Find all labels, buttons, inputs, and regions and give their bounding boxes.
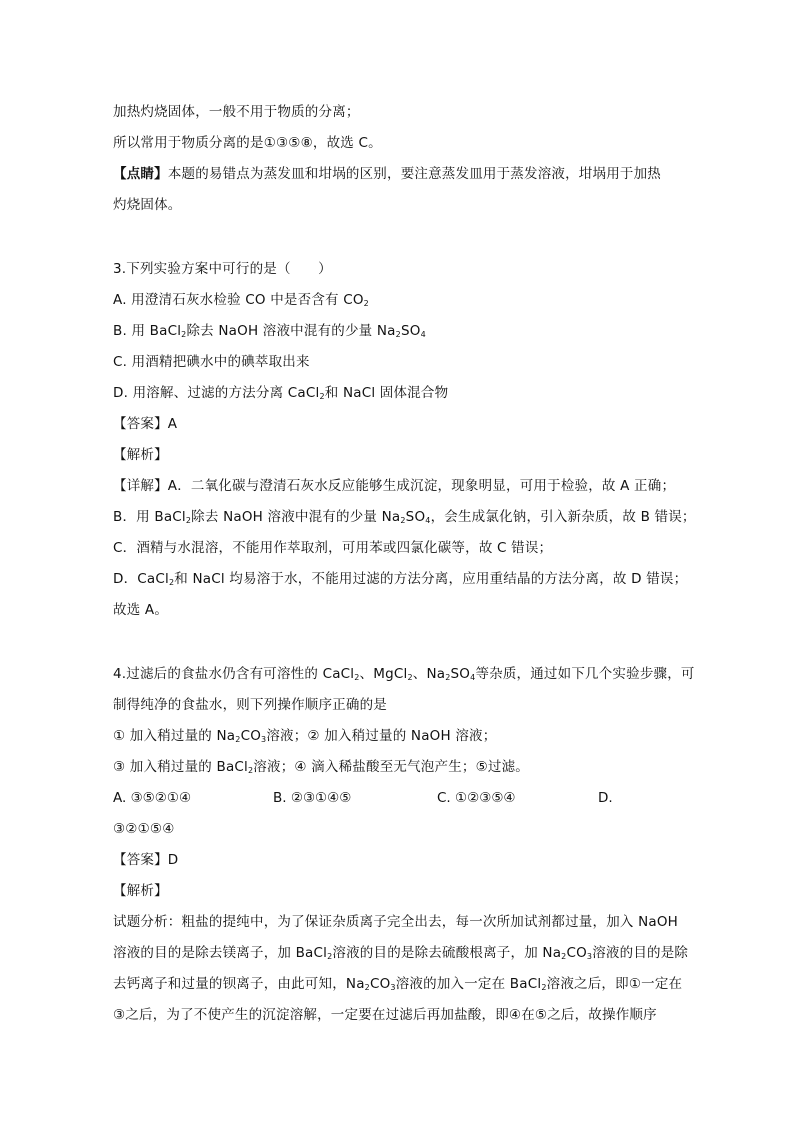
q3-option-c: C. 用酒精把碘水中的碘萃取出来 [113, 354, 310, 370]
q3-answer: 【答案】A [113, 416, 178, 432]
q3-option-a: A. 用澄清石灰水检验 CO 中是否含有 $CO_2$ [113, 292, 369, 308]
q4-para-1: 试题分析：粗盐的提纯中，为了保证杂质离子完全出去，每一次所加试剂都过量，加入 NaOH [113, 914, 679, 930]
q3-detail-b: B．用 BaCl$_2$除去 NaOH 溶液中混有的少量 $Na_2SO_4$，会生成氯化钠，引入新杂质，故 B 错误； [113, 509, 696, 525]
prev-line-1: 加热灼烧固体，一般不用于物质的分离； [113, 104, 360, 120]
q4-stem-line-2: 制得纯净的食盐水，则下列操作顺序正确的是 [113, 697, 387, 713]
dianjing-tag: 【点睛】 [113, 166, 168, 182]
dianjing-line-1: 【点睛】本题的易错点为蒸发皿和坩埚的区别，要注意蒸发皿用于蒸发溶液，坩埚用于加热 [113, 166, 662, 182]
q4-step-line-2: ③ 加入稍过量的 BaCl$_2$溶液；④ 滴入稀盐酸至无气泡产生；⑤过滤。 [113, 759, 529, 775]
q3-option-b: B. 用 BaCl$_2$除去 NaOH 溶液中混有的少量 $Na_2SO_4$ [113, 323, 426, 339]
q4-stem-line-1: 4.过滤后的食盐水仍含有可溶性的 CaCl$_2$、MgCl$_2$、$Na_2SO_4$等杂质，通过如下几个实验步骤，可 [113, 666, 695, 682]
q3-detail-d: D．CaCl$_2$和 NaCl 均易溶于水，不能用过滤的方法分离，应用重结晶的方法分离，故 D 错误； [113, 571, 688, 587]
q4-analysis-label: 【解析】 [113, 883, 168, 899]
q4-option-a: A. ③⑤②①④ [113, 790, 192, 806]
q4-option-d-label: D. [598, 790, 613, 806]
q4-step-line-1: ① 加入稍过量的 $Na_2CO_3$溶液；② 加入稍过量的 NaOH 溶液； [113, 728, 497, 744]
q3-conclusion: 故选 A。 [113, 602, 169, 618]
q4-option-c: C. ①②③⑤④ [437, 790, 516, 806]
q3-detail-c: C．酒精与水混溶，不能用作萃取剂，可用苯或四氯化碳等，故 C 错误； [113, 540, 553, 556]
q4-para-3: 去钙离子和过量的钡离子，由此可知，$Na_2CO_3$溶液的加入一定在 BaCl$_2$溶液之后，即①一定在 [113, 976, 683, 992]
q4-option-b: B. ②③①④⑤ [273, 790, 352, 806]
prev-line-2: 所以常用于物质分离的是①③⑤⑧，故选 C。 [113, 135, 382, 151]
q4-answer: 【答案】D [113, 852, 179, 868]
q4-para-4: ③之后，为了不使产生的沉淀溶解，一定要在过滤后再加盐酸，即④在⑤之后，故操作顺序 [113, 1007, 657, 1023]
q3-detail-a: 【详解】A．二氧化碳与澄清石灰水反应能够生成沉淀，现象明显，可用于检验，故 A 正确； [113, 478, 676, 494]
q3-analysis-label: 【解析】 [113, 447, 168, 463]
q3-stem: 3.下列实验方案中可行的是（ ） [113, 261, 332, 277]
q4-para-2: 溶液的目的是除去镁离子，加 BaCl$_2$溶液的目的是除去硫酸根离子，加 $Na_2CO_3$溶液的目的是除 [113, 945, 689, 961]
q4-option-d-value: ③②①⑤④ [113, 821, 175, 837]
dianjing-line-2: 灼烧固体。 [113, 197, 182, 213]
q3-option-d: D. 用溶解、过滤的方法分离 CaCl$_2$和 NaCl 固体混合物 [113, 385, 449, 401]
